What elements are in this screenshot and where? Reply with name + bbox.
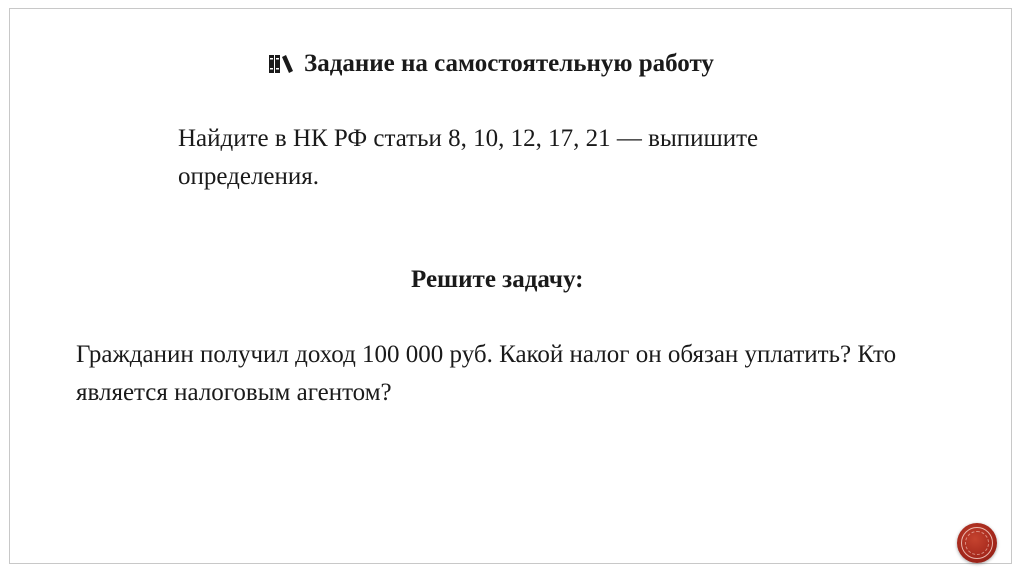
slide-heading: [268, 50, 714, 78]
books-icon: [268, 53, 296, 75]
next-slide-button[interactable]: [957, 523, 997, 563]
subheading: Решите задачу:: [411, 266, 584, 293]
problem-text: Гражданин получил доход 100 000 руб. Какой налог он обязан уплатить? Кто является налоговым агентом?: [76, 341, 897, 406]
task-text: Найдите в НК РФ статьи 8, 10, 12, 17, 21 — выпишите определения.: [178, 125, 759, 190]
circle-nav-inner-ring: [965, 531, 989, 555]
heading-text: Задание на самостоятельную работу: [304, 50, 714, 77]
